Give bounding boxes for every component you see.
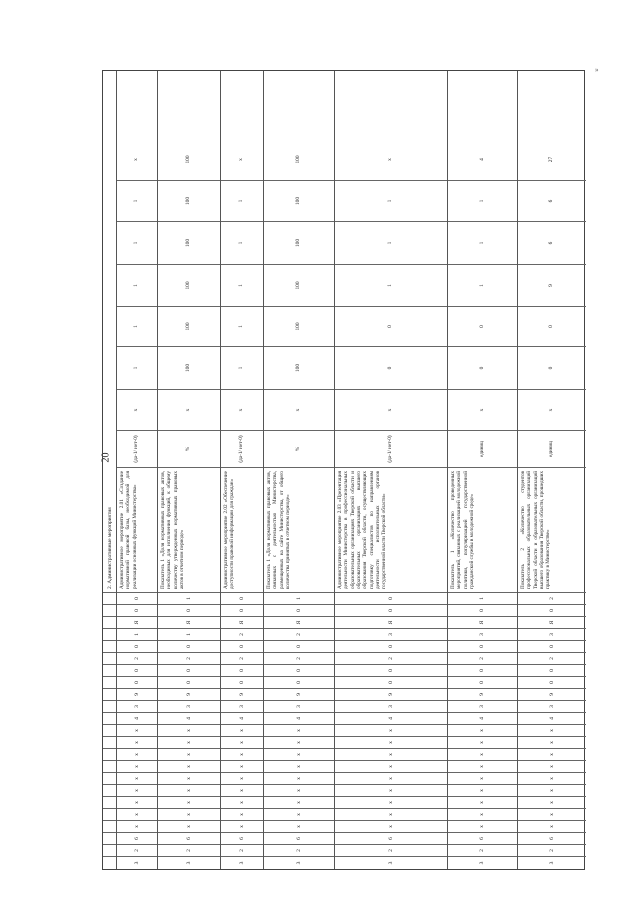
- code-digit-cell: x: [518, 821, 586, 833]
- code-digit-cell: 2: [518, 653, 586, 665]
- table-row: [220, 71, 263, 869]
- value-cell: 1: [448, 181, 517, 222]
- code-digit-cell: x: [117, 725, 157, 737]
- empty-code-cell: [103, 713, 116, 725]
- value-cell: 100: [264, 139, 334, 181]
- code-digit-cell: 0: [335, 593, 447, 605]
- program-table: [102, 70, 585, 870]
- table-row: [157, 71, 220, 869]
- code-digit-cell: x: [117, 797, 157, 809]
- code-digit-cell: 3: [448, 629, 517, 641]
- value-cell: 1: [448, 222, 517, 265]
- code-digit-cell: x: [448, 749, 517, 761]
- code-digit-cell: x: [158, 773, 220, 785]
- code-digit-cell: 4: [117, 713, 157, 725]
- value-cell: 100: [158, 307, 220, 347]
- code-digit-cell: x: [518, 725, 586, 737]
- code-digit-cell: 4: [335, 713, 447, 725]
- value-cell: 0: [335, 307, 447, 347]
- code-digit-cell: 4: [448, 713, 517, 725]
- value-cell: 27: [518, 139, 586, 181]
- code-digit-cell: x: [335, 797, 447, 809]
- unit-cell: (да-1/ нет-0): [335, 431, 447, 468]
- code-digit-cell: 3: [295, 861, 302, 865]
- code-digit-cell: 0: [518, 605, 586, 617]
- code-digit-cell: x: [158, 785, 220, 797]
- value-cell: x: [264, 390, 334, 431]
- code-digit-cell: 2: [335, 653, 447, 665]
- code-digit-cell: 6: [221, 833, 263, 845]
- code-digit-cell: 0: [117, 677, 157, 689]
- code-digit-cell: 1: [448, 593, 517, 605]
- value-cell: x: [335, 390, 447, 431]
- code-digit-cell: 6: [335, 833, 447, 845]
- description-cell: Показатель 2 «Количество студентов профессиональных образовательных организаций Тверской области и образовательных организаций высшего образования Тверской области, прошедших практику в Министерстве»: [518, 468, 586, 593]
- code-digit-cell: x: [221, 785, 263, 797]
- code-digit-cell: x: [117, 809, 157, 821]
- code-digit-cell: 6: [448, 833, 517, 845]
- code-digit-cell: Я: [335, 617, 447, 629]
- code-digit-cell: x: [221, 809, 263, 821]
- unit-cell: %: [158, 431, 220, 468]
- code-digit-cell: x: [158, 797, 220, 809]
- table-row: [263, 71, 334, 869]
- code-digit-cell: 0: [335, 605, 447, 617]
- code-digit-cell: x: [448, 725, 517, 737]
- empty-code-cell: [103, 629, 116, 641]
- value-cell: 1: [117, 222, 157, 265]
- code-digit-cell: x: [117, 821, 157, 833]
- code-digit-cell: 0: [335, 641, 447, 653]
- code-digit-cell: x: [448, 761, 517, 773]
- code-digit-cell: x: [221, 773, 263, 785]
- code-digit-cell: 0: [158, 665, 220, 677]
- value-cell: 1: [221, 265, 263, 307]
- code-digit-cell: 3: [335, 629, 447, 641]
- value-cell: x: [448, 390, 517, 431]
- code-digit-cell: x: [264, 761, 334, 773]
- code-digit-cell: 2: [221, 845, 263, 857]
- unit-cell: (да-1/ нет-0): [221, 431, 263, 468]
- code-digit-cell: 0: [117, 641, 157, 653]
- unit-cell: единиц: [518, 431, 586, 468]
- code-digit-cell: x: [158, 737, 220, 749]
- code-digit-cell: 0: [335, 665, 447, 677]
- code-digit-cell: Я: [158, 617, 220, 629]
- table-row: [116, 71, 157, 869]
- code-digit-cell: 0: [448, 641, 517, 653]
- value-cell: 100: [264, 265, 334, 307]
- value-cell: 1: [117, 347, 157, 390]
- unit-cell: единиц: [448, 431, 517, 468]
- code-digit-cell: 2: [264, 845, 334, 857]
- code-digit-cell: x: [448, 785, 517, 797]
- code-digit-cell: 3: [158, 701, 220, 713]
- code-digit-cell: 0: [448, 665, 517, 677]
- code-digit-cell: x: [158, 761, 220, 773]
- code-digit-cell: 2: [158, 845, 220, 857]
- code-digit-cell: 0: [264, 677, 334, 689]
- code-digit-cell: 0: [448, 677, 517, 689]
- code-digit-cell: 0: [264, 641, 334, 653]
- value-cell: 1: [117, 265, 157, 307]
- empty-code-cell: [103, 617, 116, 629]
- code-digit-cell: x: [264, 821, 334, 833]
- code-digit-cell: 3: [221, 701, 263, 713]
- code-digit-cell: 1: [264, 593, 334, 605]
- code-digit-cell: x: [448, 773, 517, 785]
- code-digit-cell: 2: [158, 653, 220, 665]
- code-digit-cell: x: [264, 737, 334, 749]
- value-cell: x: [117, 390, 157, 431]
- description-cell: Показатель 1 «Доля нормативных правовых актов, необходимых для исполнения функций, к общему количеству утвержденных нормативных правовых актов в отчетном периоде»: [158, 468, 220, 593]
- code-digit-cell: Я: [448, 617, 517, 629]
- value-cell: 100: [264, 347, 334, 390]
- code-digit-cell: Я: [221, 617, 263, 629]
- empty-code-cell: [103, 749, 116, 761]
- code-digit-cell: 3: [387, 861, 394, 865]
- value-cell: 1: [448, 265, 517, 307]
- empty-code-cell: [103, 605, 116, 617]
- value-cell: 0: [448, 307, 517, 347]
- value-cell: 4: [448, 139, 517, 181]
- code-digit-cell: x: [221, 797, 263, 809]
- code-digit-cell: x: [448, 809, 517, 821]
- code-digit-cell: 0: [448, 605, 517, 617]
- value-cell: 1: [335, 222, 447, 265]
- code-digit-cell: 0: [117, 605, 157, 617]
- code-digit-cell: 3: [518, 701, 586, 713]
- code-digit-cell: 2: [264, 629, 334, 641]
- code-digit-cell: 2: [518, 845, 586, 857]
- code-digit-cell: 0: [518, 641, 586, 653]
- value-cell: 0: [335, 347, 447, 390]
- code-digit-cell: 6: [264, 833, 334, 845]
- code-digit-cell: 9: [158, 689, 220, 701]
- value-cell: 0: [518, 347, 586, 390]
- code-digit-cell: 3: [448, 701, 517, 713]
- code-digit-cell: 3: [479, 861, 486, 865]
- code-digit-cell: 9: [221, 689, 263, 701]
- code-digit-cell: 0: [518, 677, 586, 689]
- empty-code-cell: [103, 821, 116, 833]
- empty-code-cell: [103, 665, 116, 677]
- code-digit-cell: 2: [117, 653, 157, 665]
- code-digit-cell: x: [117, 761, 157, 773]
- code-digit-cell: x: [335, 761, 447, 773]
- empty-code-cell: [103, 641, 116, 653]
- code-digit-cell: x: [221, 749, 263, 761]
- code-digit-cell: 0: [518, 665, 586, 677]
- page-number: 20: [100, 452, 112, 463]
- code-digit-cell: Я: [518, 617, 586, 629]
- code-digit-cell: x: [448, 821, 517, 833]
- value-cell: 1: [221, 222, 263, 265]
- value-cell: x: [221, 390, 263, 431]
- code-digit-cell: 2: [335, 845, 447, 857]
- value-cell: 100: [158, 181, 220, 222]
- code-digit-cell: 0: [221, 665, 263, 677]
- value-cell: 0: [448, 347, 517, 390]
- code-digit-cell: x: [448, 797, 517, 809]
- code-digit-cell: x: [335, 785, 447, 797]
- value-cell: x: [221, 139, 263, 181]
- code-digit-cell: 0: [221, 641, 263, 653]
- code-digit-cell: Я: [264, 617, 334, 629]
- empty-code-cell: [103, 689, 116, 701]
- empty-code-cell: [103, 845, 116, 857]
- code-digit-cell: x: [117, 749, 157, 761]
- code-digit-cell: 9: [448, 689, 517, 701]
- value-cell: 9: [518, 265, 586, 307]
- code-digit-cell: 2: [117, 845, 157, 857]
- code-digit-cell: 2: [221, 653, 263, 665]
- value-cell: 6: [518, 181, 586, 222]
- rotated-table-frame: [102, 70, 585, 870]
- code-digit-cell: x: [264, 773, 334, 785]
- empty-code-cell: [103, 797, 116, 809]
- code-digit-cell: x: [117, 785, 157, 797]
- code-digit-cell: 0: [117, 593, 157, 605]
- code-digit-cell: 9: [335, 689, 447, 701]
- code-digit-cell: 0: [117, 665, 157, 677]
- code-digit-cell: x: [335, 725, 447, 737]
- code-digit-cell: x: [335, 737, 447, 749]
- code-digit-cell: 6: [158, 833, 220, 845]
- code-digit-cell: x: [518, 785, 586, 797]
- section-heading-row: [100, 71, 116, 869]
- code-digit-cell: x: [335, 809, 447, 821]
- code-digit-cell: 6: [117, 833, 157, 845]
- code-digit-cell: 2: [518, 593, 586, 605]
- empty-code-cell: [103, 761, 116, 773]
- value-cell: 1: [117, 307, 157, 347]
- value-cell: 100: [264, 222, 334, 265]
- value-cell: 1: [221, 307, 263, 347]
- code-digit-cell: 3: [133, 861, 140, 865]
- value-cell: 1: [221, 347, 263, 390]
- code-digit-cell: x: [264, 797, 334, 809]
- unit-cell: %: [264, 431, 334, 468]
- code-digit-cell: 3: [264, 701, 334, 713]
- code-digit-cell: x: [117, 773, 157, 785]
- empty-code-cell: [103, 785, 116, 797]
- corner-mark: »: [595, 66, 599, 74]
- code-digit-cell: x: [221, 737, 263, 749]
- value-cell: 0: [518, 307, 586, 347]
- empty-code-cell: [103, 833, 116, 845]
- value-cell: 1: [335, 265, 447, 307]
- value-cell: 100: [158, 265, 220, 307]
- code-digit-cell: 3: [518, 629, 586, 641]
- value-cell: 1: [335, 181, 447, 222]
- code-digit-cell: 2: [221, 629, 263, 641]
- code-digit-cell: x: [264, 785, 334, 797]
- code-digit-cell: x: [221, 725, 263, 737]
- code-digit-cell: 6: [518, 833, 586, 845]
- code-digit-cell: 1: [158, 629, 220, 641]
- code-digit-cell: x: [158, 725, 220, 737]
- code-digit-cell: 1: [117, 629, 157, 641]
- section-heading: 2. Административные мероприятия: [103, 71, 116, 593]
- code-digit-cell: 2: [448, 845, 517, 857]
- table-row: [447, 71, 517, 869]
- empty-code-cell: [103, 773, 116, 785]
- value-cell: x: [158, 390, 220, 431]
- value-cell: 6: [518, 222, 586, 265]
- code-digit-cell: 4: [158, 713, 220, 725]
- code-digit-cell: 0: [264, 605, 334, 617]
- code-digit-cell: 0: [158, 641, 220, 653]
- code-digit-cell: 3: [117, 701, 157, 713]
- description-cell: Административное мероприятие 2.01 «Создание нормативной правовой базы, необходимой для реализации основных функций Министерства»: [117, 468, 157, 593]
- code-digit-cell: x: [518, 749, 586, 761]
- code-digit-cell: x: [117, 737, 157, 749]
- code-digit-cell: 4: [264, 713, 334, 725]
- code-digit-cell: x: [518, 797, 586, 809]
- code-digit-cell: 3: [548, 861, 555, 865]
- code-digit-cell: 9: [518, 689, 586, 701]
- value-cell: 100: [264, 181, 334, 222]
- value-cell: x: [335, 139, 447, 181]
- code-digit-cell: x: [335, 821, 447, 833]
- description-cell: Показатель 1 «Доля нормативных правовых актов, связанных с деятельностью Министерства, размещенных на сайте Министерства, от общего количества принятых в отчетном периоде»: [264, 468, 334, 593]
- value-cell: 100: [264, 307, 334, 347]
- empty-code-cell: [103, 593, 116, 605]
- description-cell: Административное мероприятие 2.02 «Обеспечение доступности правовой информации для граждан»: [221, 468, 263, 593]
- value-cell: 100: [158, 347, 220, 390]
- code-digit-cell: 2: [448, 653, 517, 665]
- value-cell: 100: [158, 222, 220, 265]
- empty-code-cell: [103, 809, 116, 821]
- empty-code-cell: [103, 653, 116, 665]
- value-cell: 1: [117, 181, 157, 222]
- code-digit-cell: 0: [335, 677, 447, 689]
- code-digit-cell: x: [264, 725, 334, 737]
- unit-cell: (да-1/ нет-0): [117, 431, 157, 468]
- code-digit-cell: 9: [264, 689, 334, 701]
- code-digit-cell: 3: [238, 861, 245, 865]
- code-digit-cell: 4: [221, 713, 263, 725]
- code-digit-cell: 3: [335, 701, 447, 713]
- description-cell: Показатель 1 «Количество проведенных мероприятий, связанных с реализацией молодежной политики, популяризацией государственной гражданской службы в молодежной среде»: [448, 468, 517, 593]
- code-digit-cell: 9: [117, 689, 157, 701]
- code-digit-cell: 1: [158, 593, 220, 605]
- table-row: [517, 71, 586, 869]
- empty-code-cell: [103, 857, 116, 869]
- code-digit-cell: 0: [221, 605, 263, 617]
- code-digit-cell: x: [221, 821, 263, 833]
- empty-code-cell: [103, 737, 116, 749]
- code-digit-cell: x: [264, 809, 334, 821]
- code-digit-cell: x: [518, 761, 586, 773]
- code-digit-cell: 2: [264, 653, 334, 665]
- value-cell: x: [117, 139, 157, 181]
- code-digit-cell: x: [264, 749, 334, 761]
- value-cell: 100: [158, 139, 220, 181]
- code-digit-cell: x: [335, 749, 447, 761]
- value-cell: 1: [221, 181, 263, 222]
- table-row: [334, 71, 447, 869]
- code-digit-cell: 4: [518, 713, 586, 725]
- code-digit-cell: x: [335, 773, 447, 785]
- empty-code-cell: [103, 725, 116, 737]
- code-digit-cell: x: [448, 737, 517, 749]
- code-digit-cell: x: [158, 749, 220, 761]
- description-cell: Административное мероприятие 2.03 «Презентация деятельности Министерства в профессиональных образовательных организациях Тверской области и образовательных организациях высшего образования Тверской области, осуществляющих подготовку специалистов по направлениям деятельности исполнительных органов государственной власти Тверской области»: [335, 468, 447, 593]
- code-digit-cell: x: [158, 821, 220, 833]
- code-digit-cell: 0: [221, 593, 263, 605]
- code-digit-cell: x: [518, 773, 586, 785]
- code-digit-cell: Я: [117, 617, 157, 629]
- code-digit-cell: x: [221, 761, 263, 773]
- empty-code-cell: [103, 701, 116, 713]
- code-digit-cell: x: [158, 809, 220, 821]
- code-digit-cell: 0: [221, 677, 263, 689]
- code-digit-cell: x: [518, 737, 586, 749]
- code-digit-cell: 3: [185, 861, 192, 865]
- code-digit-cell: 0: [158, 677, 220, 689]
- empty-code-cell: [103, 677, 116, 689]
- value-cell: x: [518, 390, 586, 431]
- code-digit-cell: x: [518, 809, 586, 821]
- code-digit-cell: 0: [264, 665, 334, 677]
- code-digit-cell: 0: [158, 605, 220, 617]
